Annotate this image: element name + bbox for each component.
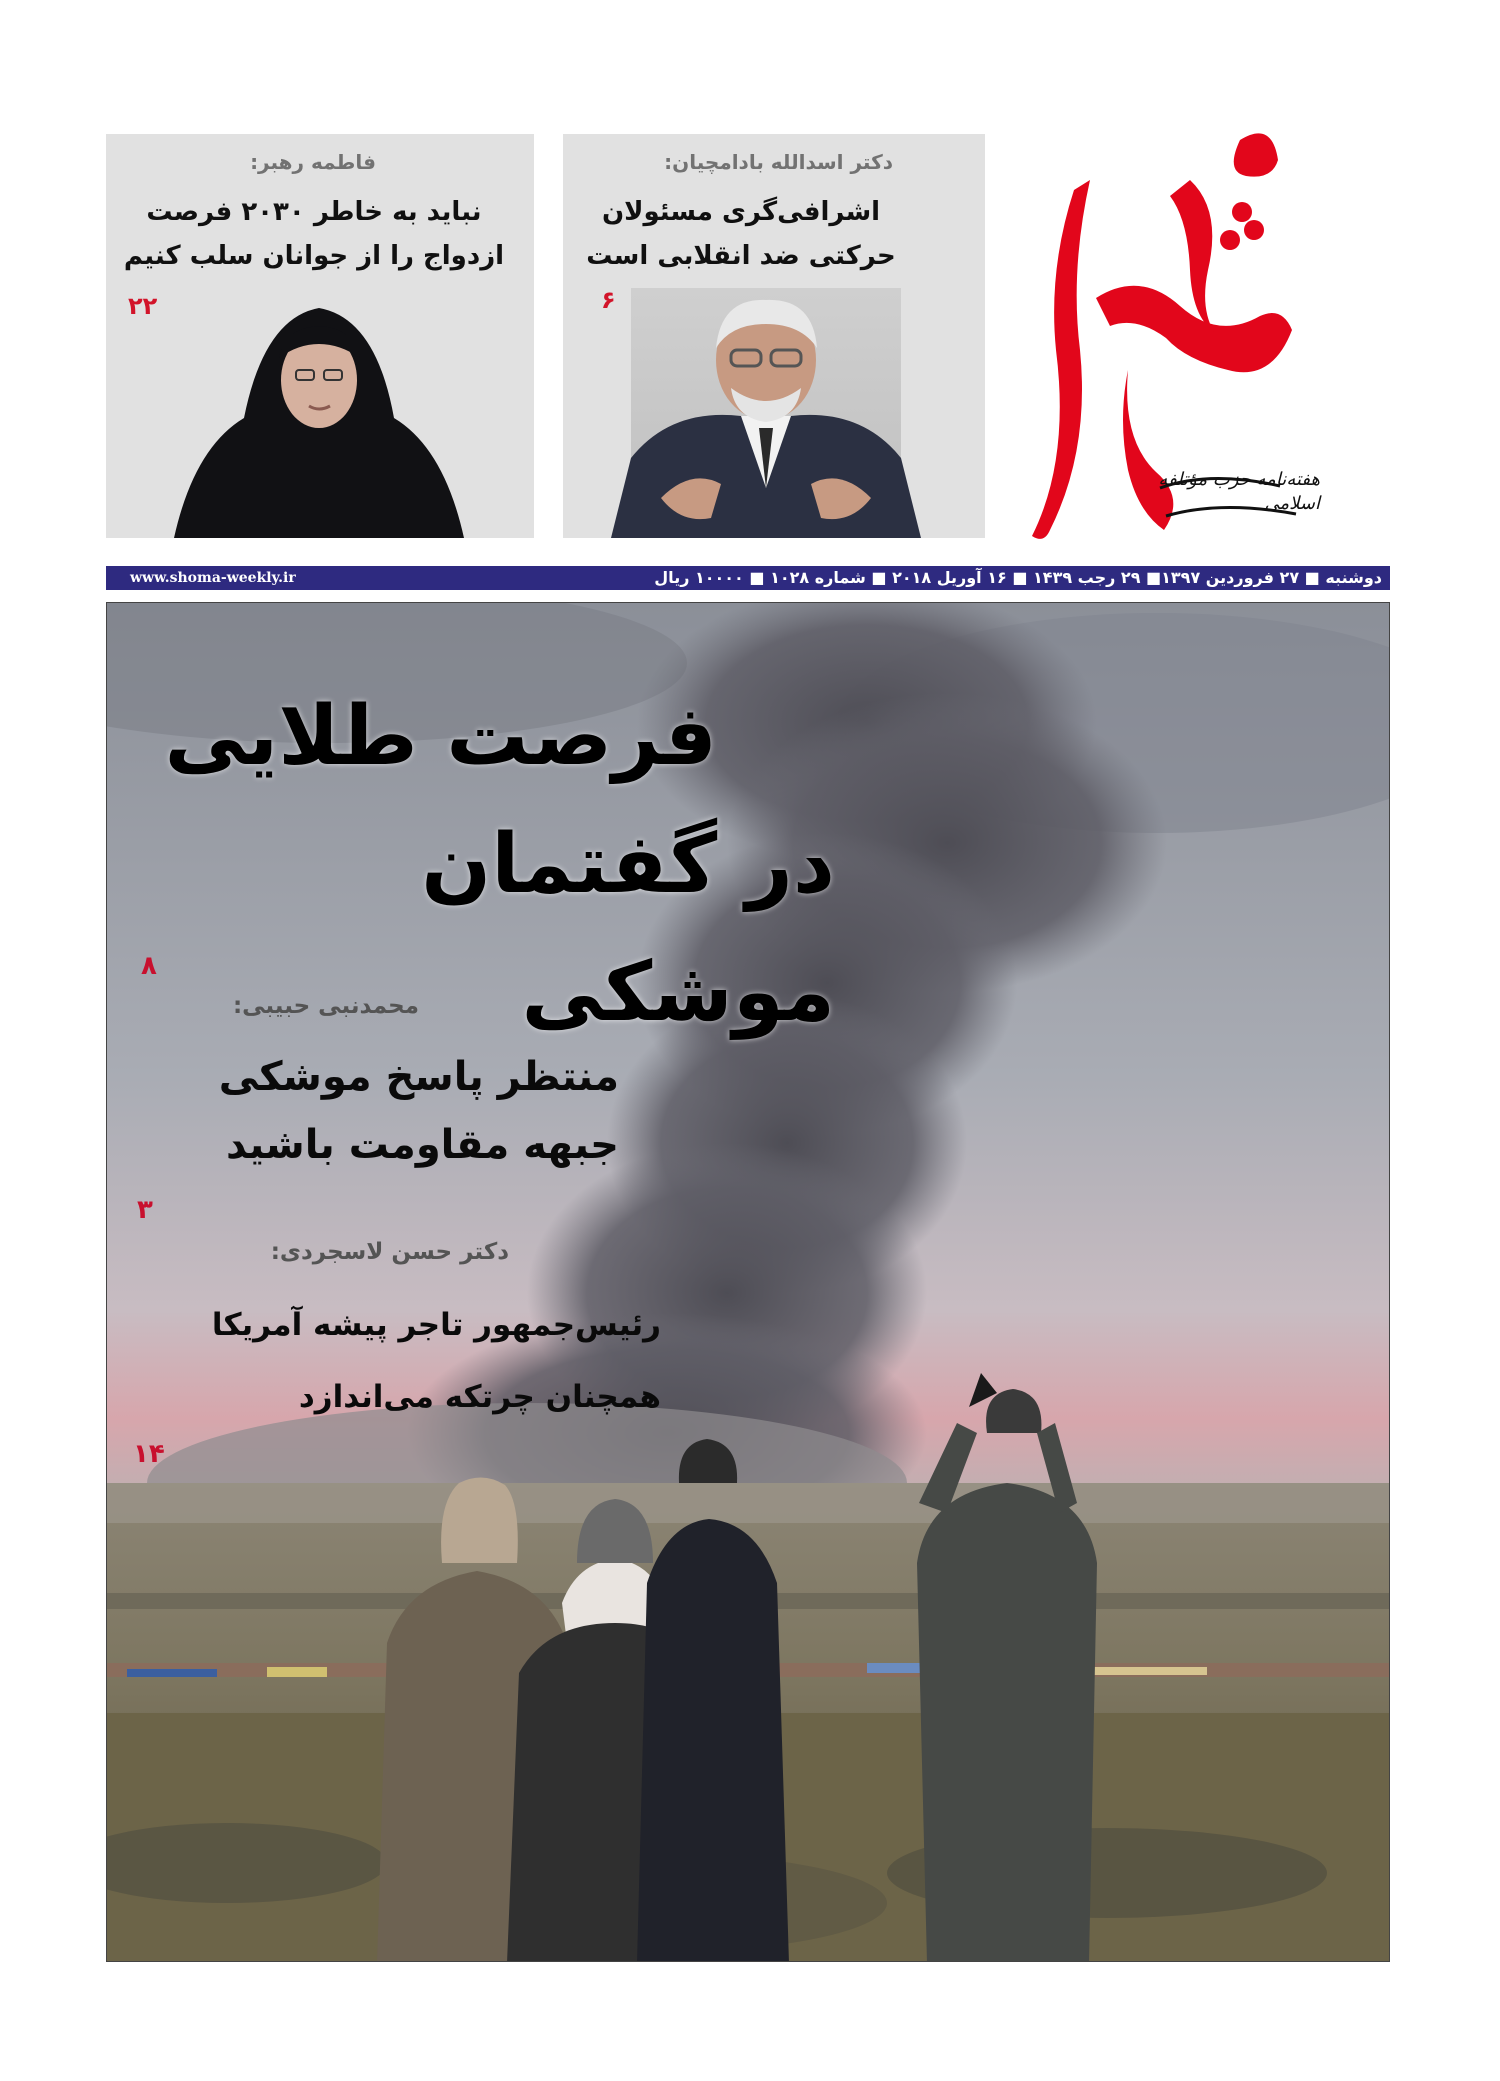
teaser-rahbar[interactable]	[106, 134, 534, 538]
masthead-tagline: هفته‌نامه حزب مؤتلفه اسلامی	[1158, 469, 1320, 514]
teaser-page-number: ۲۲	[128, 292, 158, 320]
date-bar	[106, 566, 1390, 590]
story3-page-number: ۱۴	[133, 1439, 165, 1469]
website-link[interactable]: www.shoma-weekly.ir	[130, 570, 296, 586]
main-headline[interactable]: فرصت طلایی در گفتمان موشکی	[164, 689, 835, 1040]
story2-headline[interactable]: منتظر پاسخ موشکی جبهه مقاومت باشید	[218, 1054, 619, 1168]
issue-dateline: دوشنبه ■ ۲۷ فروردین ۱۳۹۷■ ۲۹ رجب ۱۴۳۹ ■ ۱۶ آوریل ۲۰۱۸ ■ شماره ۱۰۲۸ ■ ۱۰۰۰۰ ریال	[654, 568, 1382, 587]
teaser-headline: نباید به خاطر ۲۰۳۰ فرصت ازدواج را از جوانان سلب کنیم	[123, 197, 505, 271]
story2-byline: محمدنبی حبیبی:	[232, 993, 419, 1019]
teaser-badamchian[interactable]	[563, 134, 985, 538]
story2-page-number: ۳	[137, 1195, 153, 1225]
main-headline-page-number: ۸	[141, 951, 157, 981]
story3-byline: دکتر حسن لاسجردی:	[270, 1239, 509, 1265]
teaser-page-number: ۶	[601, 286, 616, 314]
teaser-byline: فاطمه رهبر:	[250, 150, 376, 174]
cover-story	[106, 602, 1390, 1962]
teaser-headline: اشرافی‌گری مسئولان حرکتی ضد انقلابی است	[586, 197, 896, 271]
teaser-byline: دکتر اسدالله بادامچیان:	[664, 150, 893, 174]
story3-headline[interactable]: رئیس‌جمهور تاجر پیشه آمریکا همچنان چرتکه می‌اندازد	[211, 1307, 661, 1415]
teaser-portrait-photo	[154, 288, 480, 538]
teaser-portrait-photo	[591, 288, 941, 538]
